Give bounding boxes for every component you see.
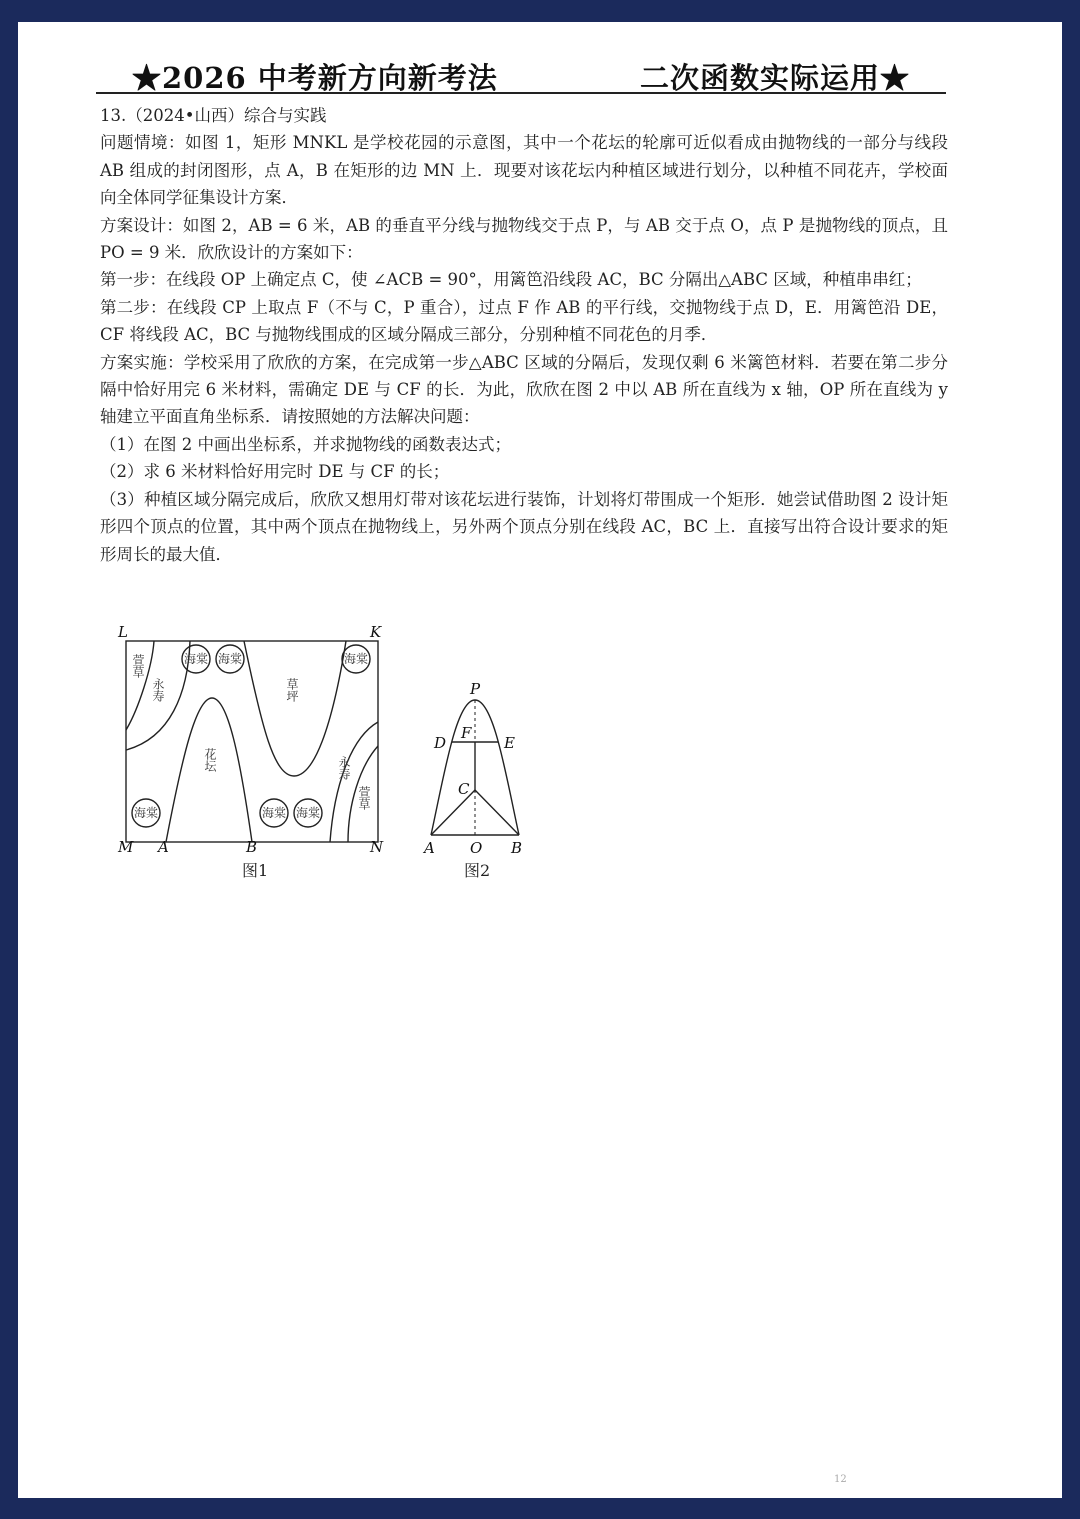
haitang-label: 海棠: [261, 806, 287, 820]
haitang-label: 海棠: [295, 806, 321, 820]
header-right-title: 二次函数实际运用★: [639, 61, 910, 95]
point-n-label: N: [370, 838, 384, 856]
figure-2-caption: 图2: [464, 861, 491, 880]
problem-step2: 第二步：在线段 CP 上取点 F（不与 C，P 重合），过点 F 作 AB 的平行线，交抛物线于点 D，E．用篱笆沿 DE，CF 将线段 AC，BC 与抛物线围成的区域分隔成三部分，分别种植不同花色的月季．: [100, 297, 948, 345]
header-left-title: ★2026 中考新方向新考法: [132, 61, 498, 95]
xuancao-left-label: 萱草: [131, 654, 145, 678]
point-e-label: E: [504, 734, 515, 752]
point-a-label: A: [158, 838, 169, 856]
point-b-label: B: [511, 839, 523, 857]
figure-1-garden: [112, 618, 397, 888]
problem-implementation: 方案实施：学校采用了欣欣的方案，在完成第一步△ABC 区域的分隔后，发现仅剩 6 米篱笆材料．若要在第二步分隔中恰好用完 6 米材料，需确定 DE 与 CF 的长．为此，欣欣在图 2 中以 AB 所在直线为 x 轴，OP 所在直线为 y 轴建立平面直角坐标系．请按照她的方法解决问题：: [100, 352, 948, 427]
page-header: [96, 52, 946, 94]
problem-context: 问题情境：如图 1，矩形 MNKL 是学校花园的示意图，其中一个花坛的轮廓可近似看成由抛物线的一部分与线段 AB 组成的封闭图形，点 A，B 在矩形的边 MN 上．现要对该花坛内种植区域进行划分，以种植不同花卉，学校面向全体同学征集设计方案．: [100, 133, 948, 208]
question-1: （1）在图 2 中画出坐标系，并求抛物线的函数表达式；: [100, 434, 511, 454]
point-f-label: F: [461, 724, 472, 742]
yongshou-left-label: 永寿: [151, 678, 165, 702]
point-b-label: B: [246, 838, 258, 856]
segment-bc: [475, 790, 519, 835]
question-3: （3）种植区域分隔完成后，欣欣又想用灯带对该花坛进行装饰，计划将灯带围成一个矩形．她尝试借助图 2 设计矩形四个顶点的位置，其中两个顶点在抛物线上，另外两个顶点分别在线段 AC，BC 上．直接写出符合设计要求的矩形周长的最大值．: [100, 489, 948, 564]
page-number: 12: [834, 1474, 847, 1485]
point-l-label: L: [118, 623, 128, 641]
haitang-label: 海棠: [217, 652, 243, 666]
point-c-label: C: [458, 780, 470, 798]
point-o-label: O: [470, 839, 483, 857]
right-region-curve: [330, 722, 378, 842]
problem-text: [100, 102, 948, 568]
question-2: （2）求 6 米材料恰好用完时 DE 与 CF 的长；: [100, 462, 450, 482]
point-m-label: M: [118, 838, 134, 856]
figure-1-caption: 图1: [242, 861, 269, 880]
haitang-label: 海棠: [343, 652, 369, 666]
caoping-label: 草坪: [285, 678, 299, 702]
haitang-label: 海棠: [133, 806, 159, 820]
point-d-label: D: [434, 734, 447, 752]
problem-step1: 第一步：在线段 OP 上确定点 C，使 ∠ACB = 90°，用篱笆沿线段 AC，BC 分隔出△ABC 区域，种植串串红；: [100, 270, 922, 290]
haitang-label: 海棠: [183, 652, 209, 666]
point-p-label: P: [470, 680, 481, 698]
figure-2-scheme: [420, 676, 532, 858]
lawn-curve: [244, 641, 346, 776]
xuancao-right-label: 萱草: [357, 786, 371, 810]
yongshou-right-label: 永寿: [337, 756, 351, 780]
problem-title: 13.（2024•山西）综合与实践: [100, 106, 327, 125]
point-a-label: A: [424, 839, 435, 857]
point-k-label: K: [370, 623, 382, 641]
problem-design: 方案设计：如图 2，AB = 6 米，AB 的垂直平分线与抛物线交于点 P，与 AB 交于点 O，点 P 是抛物线的顶点，且 PO = 9 米．欣欣设计的方案如下：: [100, 215, 948, 263]
huatan-label: 花坛: [203, 748, 217, 772]
